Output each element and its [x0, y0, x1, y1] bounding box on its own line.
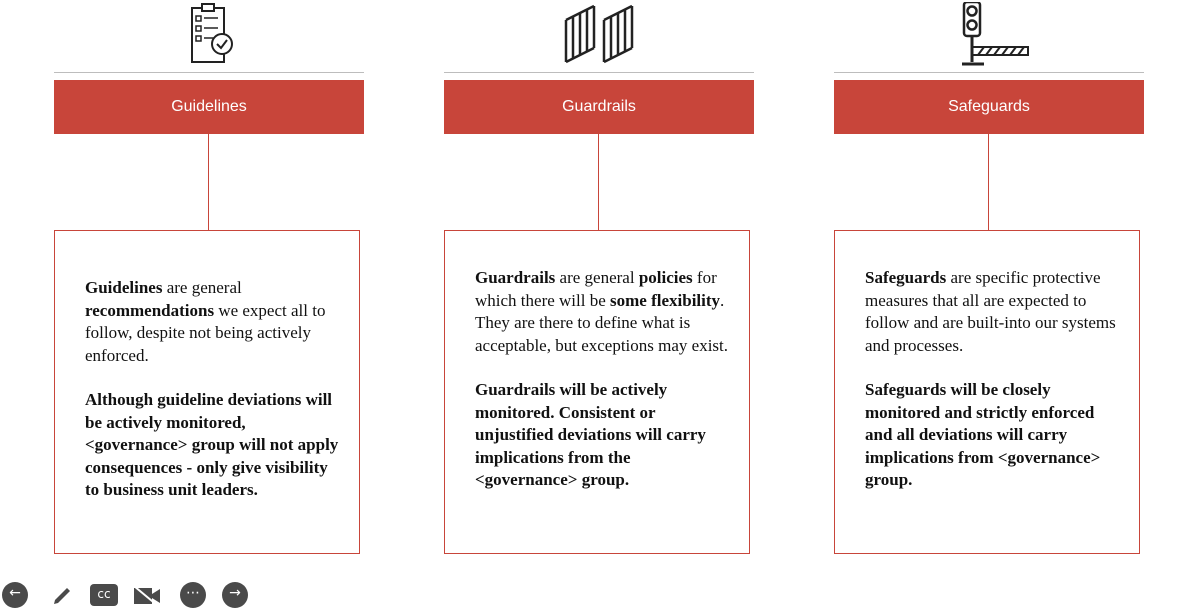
presentation-toolbar [0, 578, 270, 608]
card-safeguards [834, 230, 1140, 554]
header-safeguards: Safeguards [834, 80, 1144, 134]
pencil-icon[interactable] [50, 584, 74, 608]
card-paragraph-2: Safeguards will be closely monitored and strictly enforced and all deviations will carry implications from <governance> group. [865, 380, 1101, 489]
header-guidelines: Guidelines [54, 80, 364, 134]
bold-term: policies [638, 268, 693, 287]
connector-line [598, 134, 599, 230]
checklist-icon [164, 2, 254, 68]
card-paragraph-1 [85, 277, 341, 367]
card-paragraph-1 [475, 267, 731, 357]
captions-icon[interactable]: cc [90, 584, 118, 606]
card-paragraph-1 [865, 267, 1121, 357]
card-guardrails [444, 230, 750, 554]
card-text [85, 277, 341, 502]
more-icon[interactable]: ⋯ [180, 582, 206, 608]
forward-icon[interactable]: → [222, 582, 248, 608]
header-topline [54, 72, 364, 73]
card-text [475, 267, 731, 492]
card-paragraph-2: Although guideline deviations will be actively monitored, <governance> group will not apply consequences - only give visibility to business unit leaders. [85, 390, 339, 499]
column-guardrails [444, 0, 754, 560]
text-run: are general [555, 268, 639, 287]
text-run: for which there will be [475, 268, 717, 310]
card-text [865, 267, 1121, 492]
connector-line [988, 134, 989, 230]
bold-term: Safeguards [865, 268, 947, 287]
guardrail-icon [554, 2, 644, 68]
traffic-light-barrier-icon [944, 2, 1034, 68]
text-run: are specific protective measures that all are expected to follow and are built-into our systems and processes. [865, 268, 1116, 355]
camera-off-icon[interactable] [132, 584, 162, 608]
connector-line [208, 134, 209, 230]
card-guidelines [54, 230, 360, 554]
bold-term: Guardrails [475, 268, 556, 287]
header-topline [834, 72, 1144, 73]
bold-term: some flexibility [610, 290, 721, 310]
bold-term: Guidelines [85, 278, 163, 297]
header-topline [444, 72, 754, 73]
column-guidelines [54, 0, 364, 560]
back-icon[interactable]: ← [2, 582, 28, 608]
text-run: . They are there to define what is acceptable, but exceptions may exist. [475, 290, 729, 355]
bold-term: recommendations [85, 300, 215, 320]
text-run: we expect all to follow, despite not being actively enforced. [85, 300, 326, 365]
text-run: are general [162, 278, 242, 297]
card-paragraph-2: Guardrails will be actively monitored. Consistent or unjustified deviations will carry implications from the <governance> group. [475, 380, 706, 489]
column-safeguards [834, 0, 1144, 560]
header-guardrails: Guardrails [444, 80, 754, 134]
